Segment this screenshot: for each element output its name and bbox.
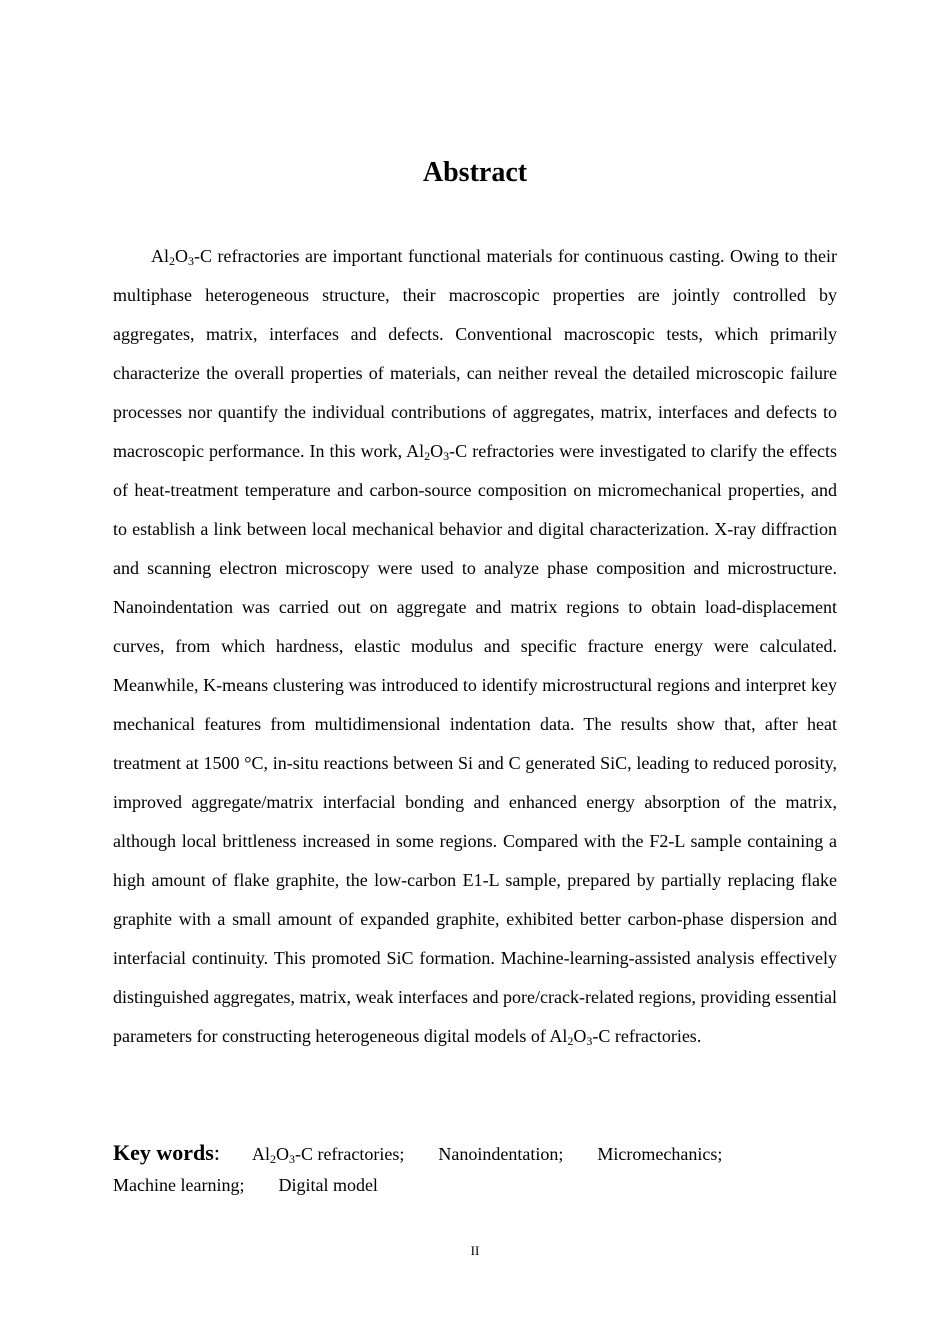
abstract-text: O (430, 441, 444, 461)
subscript: 3 (443, 449, 450, 463)
keyword-item: Micromechanics; (597, 1144, 723, 1164)
keyword-text: Al (251, 1144, 270, 1164)
abstract-text: -C refractories were investigated to clarify the effects of heat-treatment temperature and carbon-source composition on micromechanical properties, and to establish a link between local mechanical behavior and digital characterization. X-ray diffraction and scanning electron microscopy were used to analyze phase composition and microstructure. Nanoindentation was carried out on aggregate and matrix regions to obtain load-displacement curves, from which hardness, elastic modulus and specific fracture energy were calculated. Meanwhile, K-means clustering was introduced to identify microstructural regions and interpret key mechanical features from multidimensional indentation data. The results show that, after heat treatment at 1500 °C, in-situ reactions between Si and C generated SiC, leading to reduced porosity, improved aggregate/matrix interfacial bonding and enhanced energy absorption of the matrix, although local brittleness increased in some regions. Compared with the F2-L sample containing a high amount of flake graphite, the low-carbon E1-L sample, prepared by partially replacing flake graphite with a small amount of expanded graphite, exhibited better carbon-phase dispersion and interfacial continuity. This promoted SiC formation. Machine-learning-assisted analysis effectively distinguished aggregates, matrix, weak interfaces and pore/crack-related regions, providing essential parameters for constructing heterogeneous digital models of Al (113, 441, 837, 1046)
abstract-text: O (573, 1026, 587, 1046)
subscript: 3 (586, 1034, 593, 1048)
subscript: 2 (169, 254, 175, 268)
subscript: 3 (288, 1152, 295, 1166)
keywords-label: Key words (113, 1140, 214, 1165)
keyword-item (252, 1144, 404, 1164)
keyword-item: Machine learning; (113, 1175, 245, 1195)
subscript: 3 (188, 254, 194, 268)
abstract-text: -C refractories are important functional materials for continuous casting. Owing to their multiphase heterogeneous structure, their macroscopic properties are jointly controlled by aggregates, matrix, interfaces and defects. Conventional macroscopic tests, which primarily characterize the overall properties of materials, can neither reveal the detailed microscopic failure processes nor quantify the individual contributions of aggregates, matrix, interfaces and defects to macroscopic performance. In this work, Al (113, 246, 837, 461)
abstract-body (113, 237, 837, 1056)
keyword-item: Digital model (278, 1175, 378, 1195)
keywords-colon: : (213, 1140, 220, 1165)
keyword-text: -C refractories; (294, 1144, 405, 1164)
subscript: 2 (424, 449, 431, 463)
keyword-text: O (275, 1144, 289, 1164)
subscript: 2 (567, 1034, 574, 1048)
abstract-text: O (175, 246, 188, 266)
keywords-section (113, 1137, 837, 1201)
page-number: II (470, 1243, 480, 1258)
keyword-item: Nanoindentation; (438, 1144, 564, 1164)
abstract-text: -C refractories. (592, 1026, 702, 1046)
page-title: Abstract (422, 157, 528, 188)
abstract-text: Al (151, 246, 169, 266)
subscript: 2 (269, 1152, 276, 1166)
abstract-paragraph (113, 237, 837, 1056)
